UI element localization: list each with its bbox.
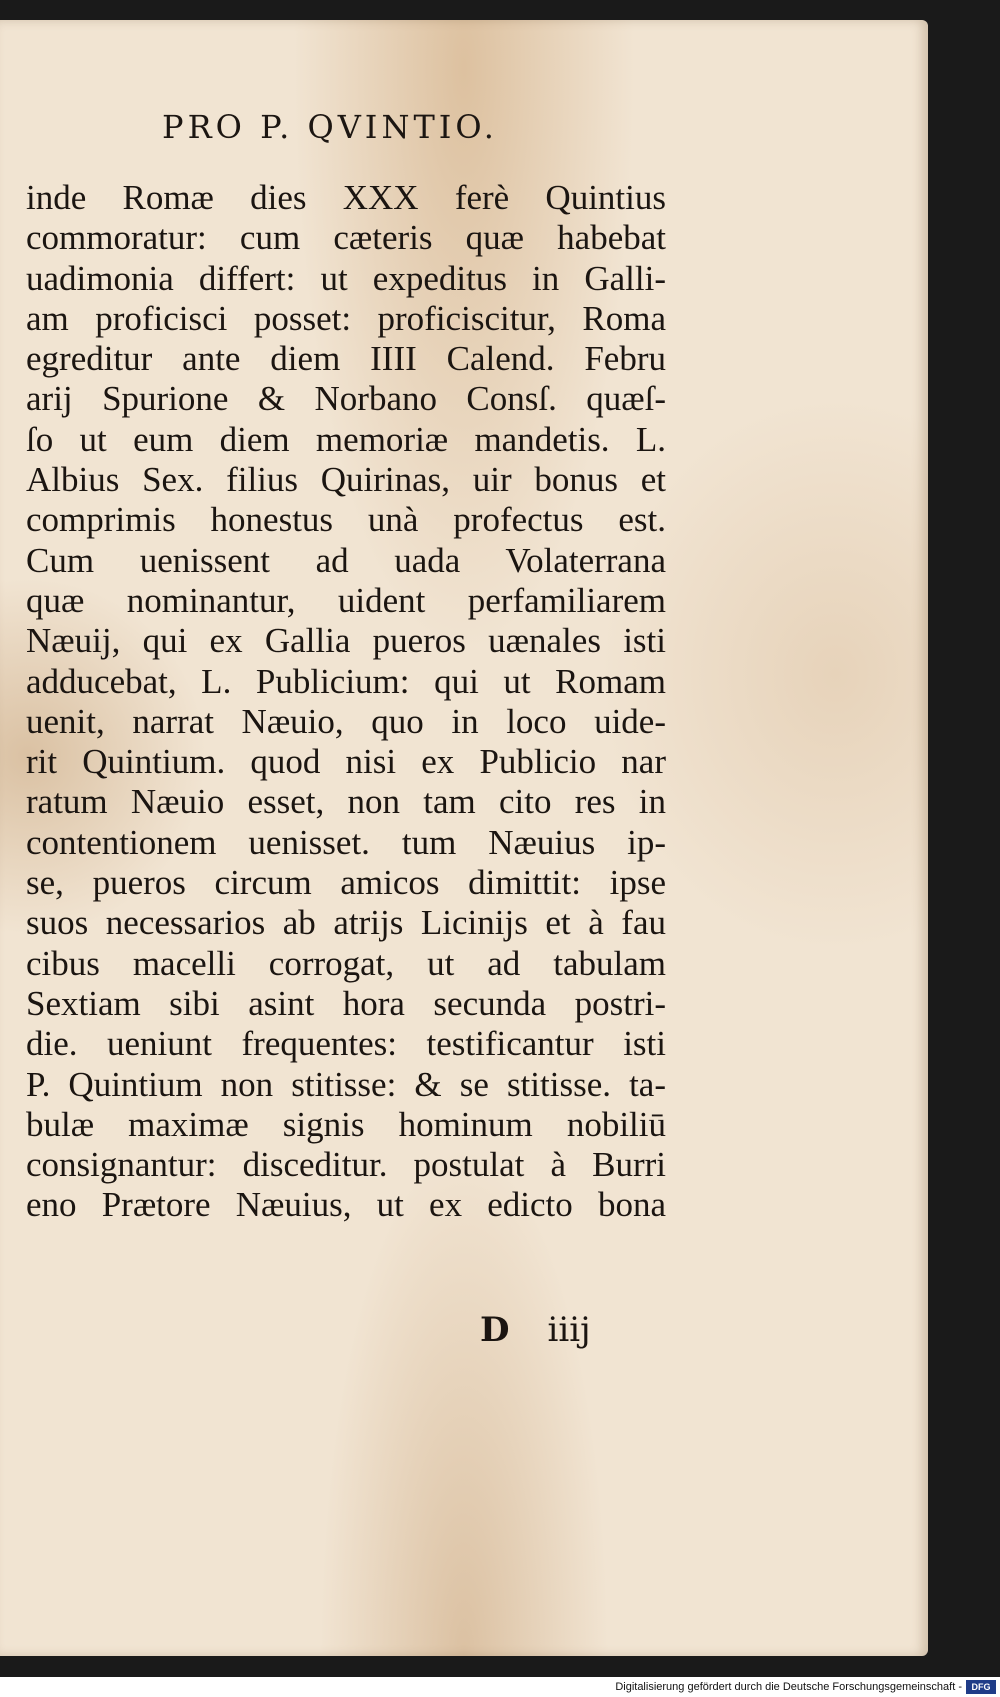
text-line: inde Romæ dies XXX ferè Quintius (26, 178, 666, 217)
text-line: bulæ maximæ signis hominum nobiliū (26, 1104, 666, 1144)
text-line: Cum uenissent ad uada Volaterrana (26, 540, 666, 580)
text-line: quæ nominantur, uident perfamiliarem (26, 580, 666, 620)
text-line: contentionem uenisset. tum Næuius ip- (26, 822, 666, 862)
text-line: Sextiam sibi asint hora secunda postri- (26, 983, 666, 1023)
running-head: PRO P. QVINTIO. (162, 108, 498, 146)
text-line: rit Quintium. quod nisi ex Publicio nar (26, 742, 666, 782)
text-line: ratum Næuio esset, non tam cito res in (26, 782, 666, 822)
signature-letter: D (480, 1310, 510, 1350)
text-line: Albius Sex. filius Quirinas, uir bonus et (26, 460, 666, 500)
text-line: uadimonia differt: ut expeditus in Galli- (26, 258, 666, 298)
text-line: suos necessarios ab atrijs Licinijs et à fau (26, 903, 666, 943)
signature-number: iiij (547, 1310, 591, 1350)
text-line: commoratur: cum cæteris quæ habebat (26, 218, 666, 258)
text-line: die. ueniunt frequentes: testificantur isti (26, 1024, 666, 1064)
text-line: adducebat, L. Publicium: qui ut Romam (26, 661, 666, 701)
dfg-logo: DFG (966, 1680, 996, 1694)
body-text (26, 178, 666, 1226)
text-line: P. Quintium non stitisse: & se stitisse. ta- (26, 1064, 666, 1104)
text-line: uenit, narrat Næuio, quo in loco uide- (26, 701, 666, 741)
text-line: egreditur ante diem IIII Calend. Febru (26, 339, 666, 379)
text-line: am proficisci posset: proficiscitur, Roma (26, 298, 666, 338)
signature-mark (480, 1310, 591, 1350)
text-line: arij Spurione & Norbano Consſ. quæſ- (26, 379, 666, 419)
funding-credit: Digitalisierung gefördert durch die Deutsche Forschungsgemeinschaft - (615, 1681, 962, 1693)
digitization-footer (0, 1677, 1000, 1697)
book-page (0, 20, 928, 1656)
text-line: comprimis honestus unà profectus est. (26, 500, 666, 540)
text-line: Næuij, qui ex Gallia pueros uænales isti (26, 621, 666, 661)
text-line: consignantur: disceditur. postulat à Burri (26, 1145, 666, 1185)
text-line: ſo ut eum diem memoriæ mandetis. L. (26, 419, 666, 459)
text-line: cibus macelli corrogat, ut ad tabulam (26, 943, 666, 983)
text-line: se, pueros circum amicos dimittit: ipse (26, 863, 666, 903)
text-line: eno Prætore Næuius, ut ex edicto bona (26, 1185, 666, 1225)
